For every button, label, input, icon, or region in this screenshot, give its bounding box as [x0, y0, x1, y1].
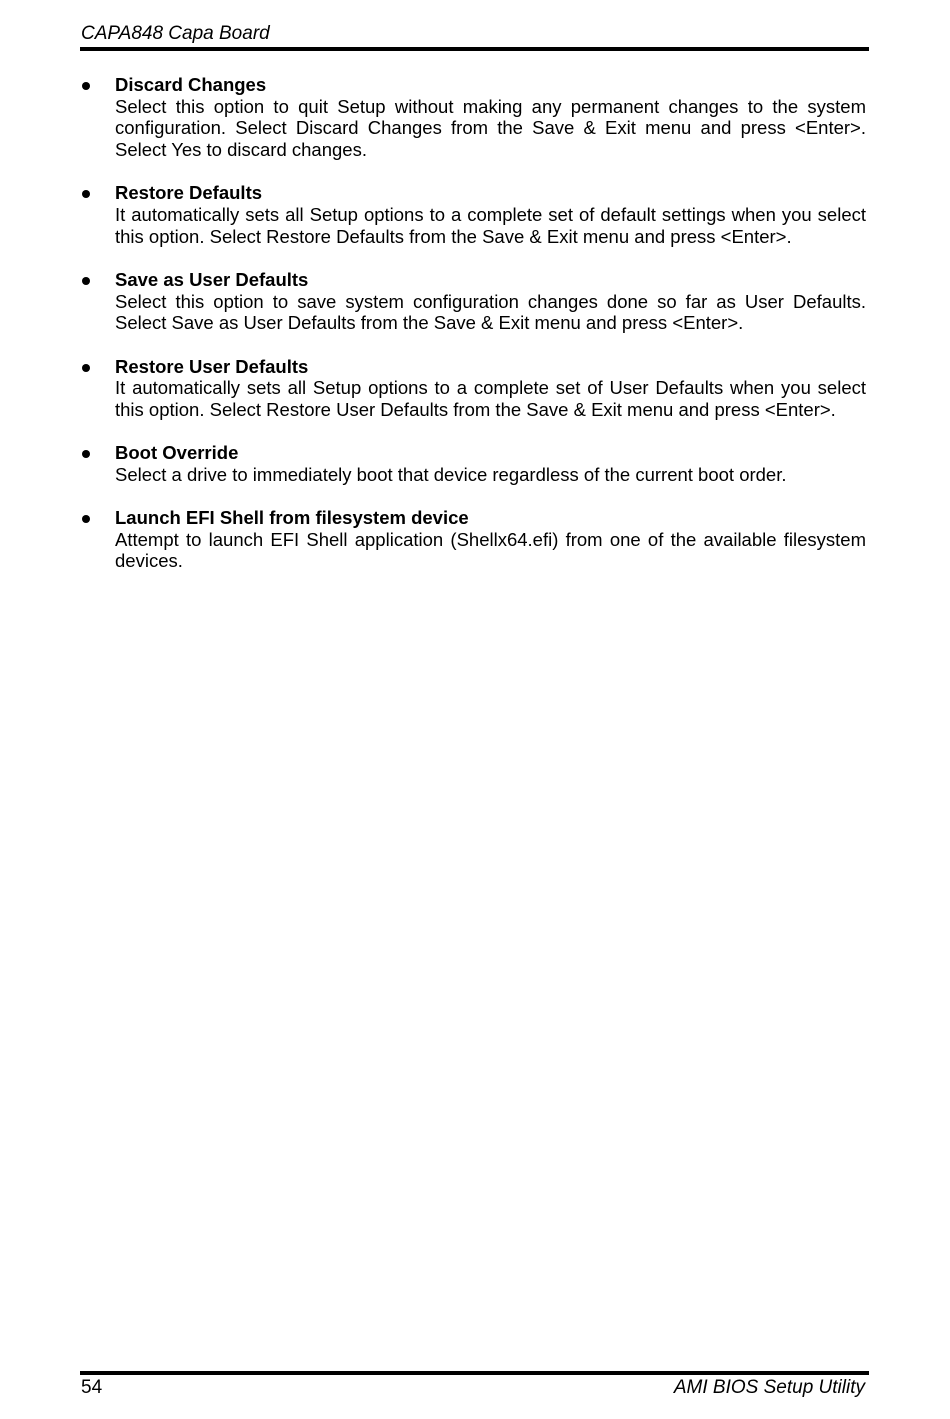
- item-description: Select a drive to immediately boot that device regardless of the current boot order.: [115, 463, 787, 485]
- item-title: Restore User Defaults: [115, 355, 309, 377]
- list-item-discard-changes: [80, 74, 866, 161]
- bullet-icon: [82, 515, 90, 523]
- item-title: Restore Defaults: [115, 182, 263, 204]
- item-description: It automatically sets all Setup options to a complete set of default settings when you select this option. Select Restore Defaults from the Save & Exit menu and press <Enter>.: [115, 204, 866, 247]
- bullet-icon: [82, 190, 90, 198]
- item-description: It automatically sets all Setup options to a complete set of User Defaults when you select this option. Select Restore User Defaults from the Save & Exit menu and press <Enter>.: [115, 377, 866, 420]
- item-title: Boot Override: [115, 442, 239, 464]
- item-title: Save as User Defaults: [115, 268, 309, 290]
- bullet-icon: [82, 364, 90, 372]
- list-item-launch-efi-shell: [80, 507, 866, 572]
- page-number: 54: [81, 1377, 103, 1398]
- option-list: [80, 74, 866, 594]
- running-header-title: CAPA848 Capa Board: [81, 23, 270, 44]
- footer-rule: [80, 1371, 869, 1375]
- item-description: Select this option to save system configuration changes done so far as User Defaults. Select Save as User Defaults from the Save & Exit menu and press <Enter>.: [115, 290, 866, 334]
- header-rule: [80, 47, 869, 51]
- running-footer-title: AMI BIOS Setup Utility: [673, 1377, 865, 1398]
- bullet-icon: [82, 82, 90, 90]
- item-title: Discard Changes: [115, 74, 267, 95]
- bullet-icon: [82, 277, 90, 285]
- list-item-restore-defaults: [80, 182, 866, 247]
- list-item-restore-user-defaults: [80, 356, 866, 421]
- item-description: Select this option to quit Setup without making any permanent changes to the system configuration. Select Discard Changes from the Save & Exit menu and press <Enter>. Select Yes to discard changes.: [115, 95, 866, 161]
- item-description: Attempt to launch EFI Shell application (Shellx64.efi) from one of the available filesystem devices.: [115, 528, 866, 572]
- list-item-save-as-user-defaults: [80, 269, 866, 334]
- list-item-boot-override: [80, 442, 866, 485]
- bullet-icon: [82, 450, 90, 458]
- item-title: Launch EFI Shell from filesystem device: [115, 507, 469, 529]
